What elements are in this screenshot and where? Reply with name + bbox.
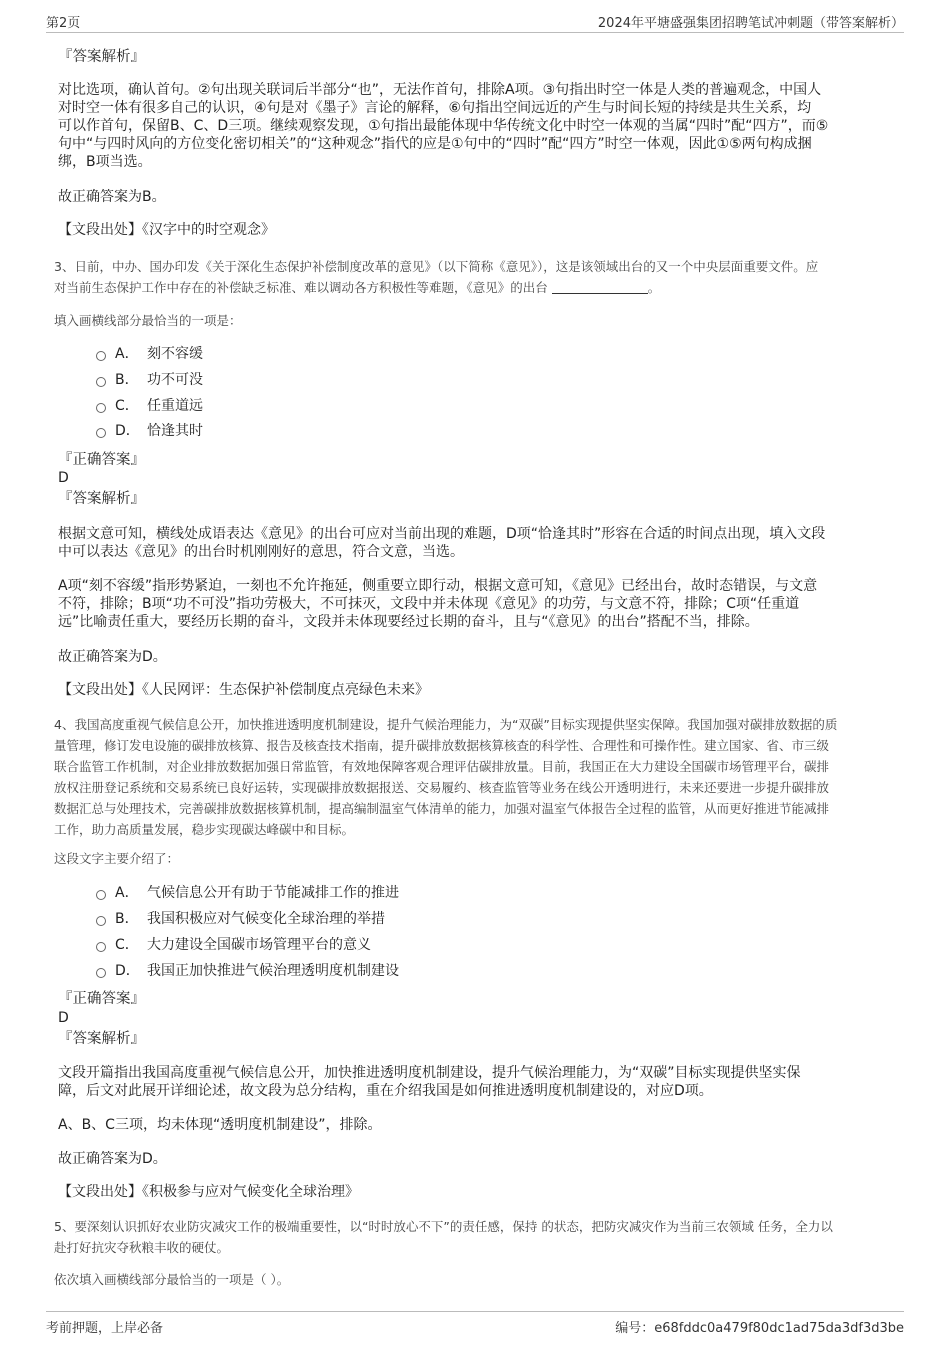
stem-line: 赴打好抗灾夺秋粮丰收的硬仗。 (54, 1240, 230, 1255)
footer-slogan: 考前押题，上岸必备 (46, 1321, 164, 1336)
q3-conclusion: 故正确答案为D。 (58, 649, 167, 665)
q4-conclusion: 故正确答案为D。 (58, 1151, 167, 1167)
q3-analysis-label: 『答案解析』 (58, 491, 145, 507)
analysis-line: 远”比喻责任重大，要经历长期的奋斗，文段并未体现要经过长期的奋斗，且与“《意见》的出台”搭配不当，排除。 (58, 614, 759, 630)
q3-option-a[interactable]: A． 刻不容缓 (96, 344, 203, 364)
stem-line: 3、日前，中办、国办印发《关于深化生态保护补偿制度改革的意见》（以下简称《意见》），这是该领域出台的又一个中央层面重要文件。应 (54, 259, 819, 274)
q3-option-c[interactable]: C． 任重道远 (96, 396, 203, 416)
stem-line: 数据汇总与处理技术，完善碳排放数据核算机制，提高编制温室气体清单的能力，加强对温室气体报告全过程的监管，从而更好推进节能减排 (54, 801, 830, 816)
q4-prompt: 这段文字主要介绍了： (54, 851, 180, 866)
analysis-line: 障，后文对此展开详细论述，故文段为总分结构，重在介绍我国是如何推进透明度机制建设的，对应D项。 (58, 1083, 713, 1099)
stem-line: 5、要深刻认识抓好农业防灾减灾工作的极端重要性，以“时时放心不下”的责任感，保持 的状态，把防灾减灾作为当前三农领域 任务，全力以 (54, 1219, 833, 1234)
q5-stem (54, 1216, 904, 1258)
q4-analysis-label: 『答案解析』 (58, 1031, 145, 1047)
radio-icon[interactable] (96, 916, 106, 926)
analysis-line: 不符，排除；B项“功不可没”指功劳极大，不可抹灭，文段中并未体现《意见》的功劳，与文意不符，排除；C项“任重道 (58, 596, 800, 612)
analysis-line: 对比选项，确认首句。②句出现关联词后半部分“也”，无法作首句，排除A项。③句指出时空一体是人类的普遍观念，中国人 (58, 82, 822, 98)
q2-analysis-text (58, 81, 898, 171)
q4-analysis-para2: A、B、C三项，均未体现“透明度机制建设”，排除。 (58, 1117, 382, 1133)
analysis-line: 根据文意可知，横线处成语表达《意见》的出台可应对当前出现的难题，D项“恰逢其时”形容在合适的时间点出现，填入文段 (58, 526, 826, 542)
q3-option-b[interactable]: B． 功不可没 (96, 370, 203, 390)
document-title: 2024年平塘盛强集团招聘笔试冲刺题（带答案解析） (597, 16, 904, 31)
answer-blank (552, 281, 648, 294)
q4-correct-label: 『正确答案』 (58, 991, 145, 1007)
radio-icon[interactable] (96, 351, 106, 361)
stem-line: 4、我国高度重视气候信息公开，加快推进透明度机制建设，提升气候治理能力，为“双碳”目标实现提供坚实保障。我国加强对碳排放数据的质 (54, 717, 838, 732)
q3-option-d[interactable]: D． 恰逢其时 (96, 421, 203, 441)
q4-option-b[interactable]: B． 我国积极应对气候变化全球治理的举措 (96, 909, 385, 929)
stem-line: 放权注册登记系统和交易系统已良好运转，实现碳排放数据报送、交易履约、核查监管等业务在线公开透明进行，未来还要进一步提升碳排放 (54, 780, 830, 795)
q4-option-c[interactable]: C． 大力建设全国碳市场管理平台的意义 (96, 935, 371, 955)
q4-correct-answer: D (58, 1010, 69, 1026)
radio-icon[interactable] (96, 403, 106, 413)
page-header (46, 8, 904, 33)
q4-source: 【文段出处】《积极参与应对气候变化全球治理》 (58, 1184, 359, 1200)
q4-option-d[interactable]: D． 我国正加快推进气候治理透明度机制建设 (96, 961, 399, 981)
radio-icon[interactable] (96, 377, 106, 387)
q5-prompt: 依次填入画横线部分最恰当的一项是（ ）。 (54, 1272, 290, 1287)
radio-icon[interactable] (96, 428, 106, 438)
q2-conclusion: 故正确答案为B。 (58, 189, 166, 205)
q3-analysis-para2 (58, 577, 898, 631)
q3-correct-label: 『正确答案』 (58, 452, 145, 468)
stem-line: 对当前生态保护工作中存在的补偿缺乏标准、难以调动各方积极性等难题，《意见》的出台 。 (54, 280, 661, 295)
analysis-line: 句中“与四时风向的方位变化密切相关”的“这种观念”指代的应是①句中的“四时”配“四方”时空一体观，因此①⑤两句构成捆 (58, 136, 812, 152)
q4-analysis-para1 (58, 1064, 898, 1100)
q4-stem (54, 714, 904, 840)
analysis-line: 对时空一体有很多自己的认识，④句是对《墨子》言论的解释，⑥句指出空间远近的产生与时间长短的持续是共生关系，均 (58, 100, 812, 116)
q2-analysis-label: 『答案解析』 (58, 49, 145, 65)
q3-stem (54, 256, 904, 298)
q2-source: 【文段出处】《汉字中的时空观念》 (58, 222, 275, 238)
radio-icon[interactable] (96, 968, 106, 978)
q3-analysis-para1 (58, 525, 898, 561)
stem-line: 量管理，修订发电设施的碳排放核算、报告及核查技术指南，提升碳排放数据核算核查的科学性、合理性和可操作性。建立国家、省、市三级 (54, 738, 830, 753)
q3-correct-answer: D (58, 470, 69, 486)
q3-source: 【文段出处】《人民网评：生态保护补偿制度点亮绿色未来》 (58, 682, 429, 698)
analysis-line: 可以作首句，保留B、C、D三项。继续观察发现，①句指出最能体现中华传统文化中时空一体观的当属“四时”配“四方”，而⑤ (58, 118, 829, 134)
stem-line: 联合监管工作机制，对企业排放数据加强日常监管，有效地保障客观合理评估碳排放量。目前，我国正在大力建设全国碳市场管理平台，碳排 (54, 759, 830, 774)
page-footer (46, 1311, 904, 1338)
analysis-line: 绑，B项当选。 (58, 154, 152, 170)
document-id: 编号：e68fddc0a479f80dc1ad75da3df3d3be (615, 1321, 904, 1336)
page-number: 第2页 (46, 16, 81, 31)
q4-option-a[interactable]: A． 气候信息公开有助于节能减排工作的推进 (96, 883, 399, 903)
analysis-line: A项“刻不容缓”指形势紧迫，一刻也不允许拖延，侧重要立即行动，根据文意可知，《意见》已经出台，故时态错误，与文意 (58, 578, 818, 594)
stem-line: 工作，助力高质量发展，稳步实现碳达峰碳中和目标。 (54, 822, 355, 837)
q3-prompt: 填入画横线部分最恰当的一项是： (54, 313, 242, 328)
analysis-line: 中可以表达《意见》的出台时机刚刚好的意思，符合文意，当选。 (58, 544, 464, 560)
analysis-line: 文段开篇指出我国高度重视气候信息公开，加快推进透明度机制建设，提升气候治理能力，为“双碳”目标实现提供坚实保 (58, 1065, 801, 1081)
radio-icon[interactable] (96, 890, 106, 900)
radio-icon[interactable] (96, 942, 106, 952)
